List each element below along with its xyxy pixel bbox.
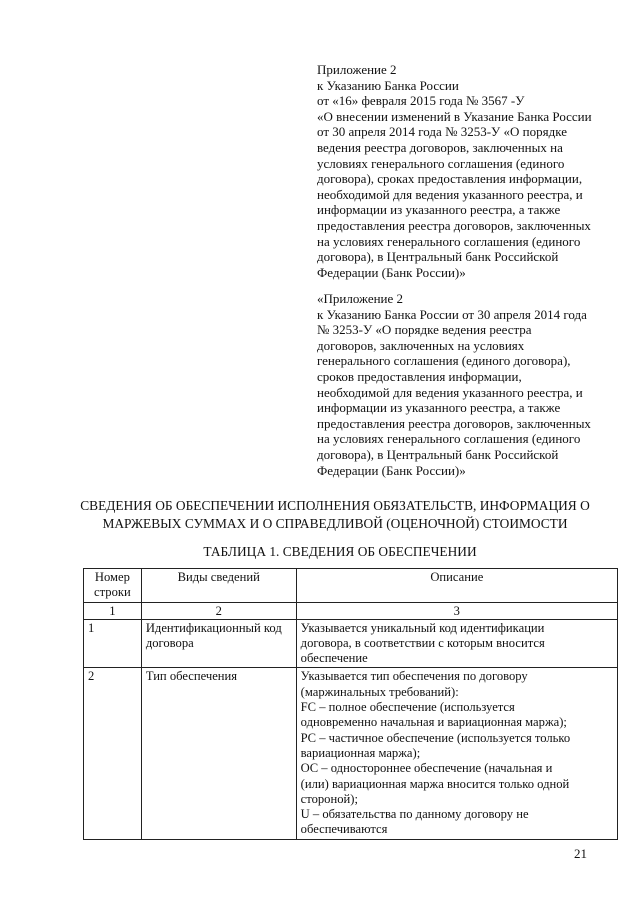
appendix-line: информации из указанного реестра, а также <box>317 400 561 416</box>
section-heading <box>50 497 620 533</box>
row-kind: Тип обеспечения <box>141 668 296 839</box>
appendix-line: договора), в Центральный банк Российской <box>317 446 559 462</box>
appendix-line: от 30 апреля 2014 года № 3253-У «О порядке <box>317 124 567 140</box>
header-kind: Виды сведений <box>141 569 296 603</box>
row-kind: Идентификационный код договора <box>141 619 296 668</box>
appendix-line: договора), в Центральный банк Российской <box>317 249 559 265</box>
appendix-line: № 3253-У «О порядке ведения реестра <box>317 322 532 338</box>
row-number: 1 <box>84 619 142 668</box>
table-title: ТАБЛИЦА 1. СВЕДЕНИЯ ОБ ОБЕСПЕЧЕНИИ <box>203 544 477 559</box>
appendix-line: предоставления реестра договоров, заключенных <box>317 217 591 233</box>
appendix-line: «Приложение 2 <box>317 291 404 306</box>
appendix-line: необходимой для ведения указанного реестра, и <box>317 186 583 202</box>
appendix-line: необходимой для ведения указанного реестра, и <box>317 384 583 400</box>
header-description: Описание <box>296 569 617 603</box>
appendix-line: Приложение 2 <box>317 62 397 77</box>
appendix-line: от «16» февраля 2015 года № 3567 -У <box>317 93 525 109</box>
appendix-line: предоставления реестра договоров, заключенных <box>317 415 591 431</box>
row-description: Указывается уникальный код идентификации договора, в соответствии с которым вносится обеспечение <box>296 619 617 668</box>
appendix-line: на условиях генерального соглашения (единого <box>317 233 581 249</box>
appendix-line: к Указанию Банка России от 30 апреля 2014 года <box>317 306 587 322</box>
appendix-line: договора), сроках предоставления информации, <box>317 171 583 187</box>
heading-line: МАРЖЕВЫХ СУММАХ И О СПРАВЕДЛИВОЙ (ОЦЕНОЧНОЙ) СТОИМОСТИ <box>102 516 568 531</box>
appendix-new-block <box>317 62 612 280</box>
appendix-line: генерального соглашения (единого договора), <box>317 353 571 369</box>
page-number: 21 <box>574 846 587 861</box>
column-number: 2 <box>141 602 296 619</box>
appendix-original-block <box>317 291 612 478</box>
appendix-line: договоров, заключенных на условиях <box>317 337 525 353</box>
appendix-line: на условиях генерального соглашения (единого <box>317 431 581 447</box>
row-number: 2 <box>84 668 142 839</box>
appendix-line: ведения реестра договоров, заключенных на <box>317 139 563 155</box>
appendix-line: информации из указанного реестра, а также <box>317 202 561 218</box>
appendix-line: к Указанию Банка России <box>317 77 459 93</box>
appendix-line: «О внесении изменений в Указание Банка России <box>317 108 592 124</box>
appendix-line: Федерации (Банк России)» <box>317 462 466 478</box>
table-header-row <box>84 569 618 603</box>
column-numbers-row <box>84 602 618 619</box>
row-description: Указывается тип обеспечения по договору (маржинальных требований): FC – полное обеспечение (используется одновременно начальная и вариационная маржа); PC – частичное обеспечение (используется только вариационная маржа); OC – одностороннее обеспечение (начальная и (или) вариационная маржа вносится только одной стороной); U – обязательства по данному договору не обеспечиваются <box>296 668 617 839</box>
appendix-line: сроков предоставления информации, <box>317 368 522 384</box>
appendix-line: Федерации (Банк России)» <box>317 264 466 280</box>
table-row <box>84 619 618 668</box>
appendix-line: условиях генерального соглашения (единого <box>317 155 565 171</box>
collateral-table <box>83 568 618 840</box>
header-row-number: Номер строки <box>84 569 142 603</box>
column-number: 3 <box>296 602 617 619</box>
table-row <box>84 668 618 839</box>
column-number: 1 <box>84 602 142 619</box>
heading-line: СВЕДЕНИЯ ОБ ОБЕСПЕЧЕНИИ ИСПОЛНЕНИЯ ОБЯЗАТЕЛЬСТВ, ИНФОРМАЦИЯ О <box>80 498 590 513</box>
